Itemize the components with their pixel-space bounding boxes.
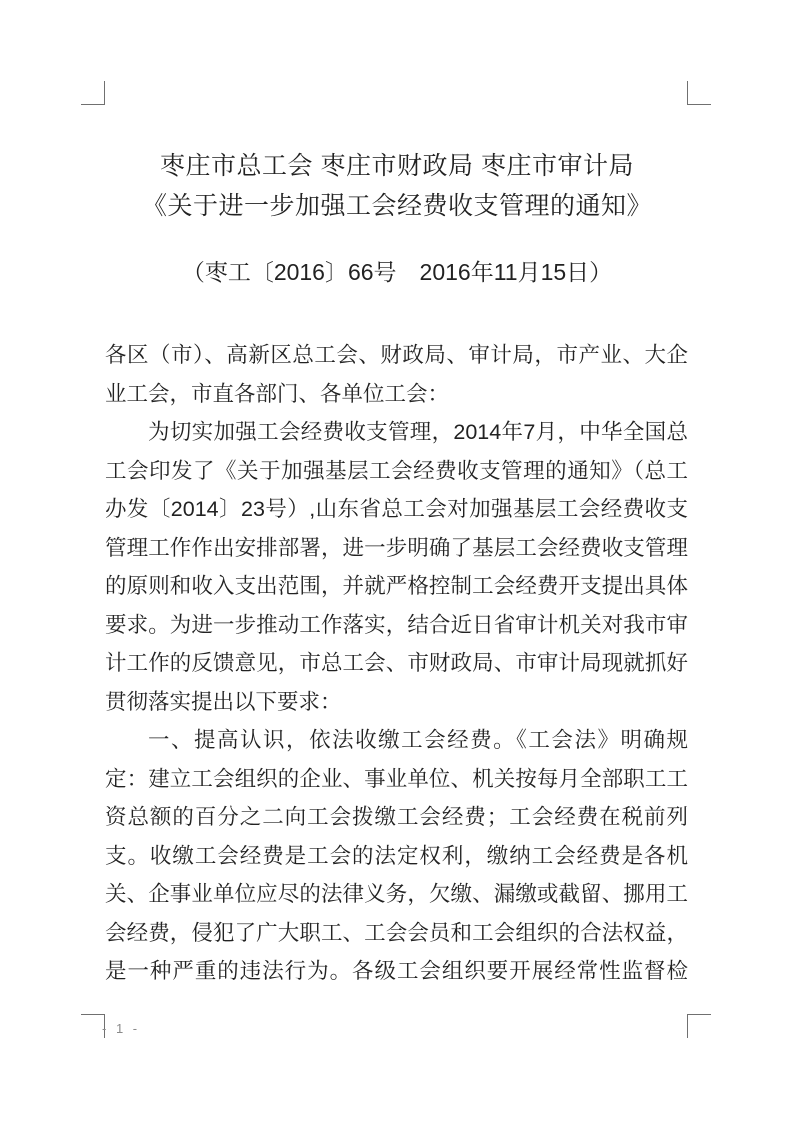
body-line: 贯彻落实提出以下要求： [105, 689, 342, 714]
body-line: 办发〔2014〕23号）,山东省总工会对加强基层工会经费收支 [105, 497, 688, 521]
crop-mark-top-left-icon [81, 81, 105, 105]
body-line: 会经费，侵犯了广大职工、工会会员和工会组织的合法权益， [105, 920, 688, 945]
page-number: - 1 - [102, 1021, 139, 1036]
body-line: 一、提高认识，依法收缴工会经费。《工会法》明确规 [148, 728, 688, 752]
issuing-agencies: 枣庄市总工会 枣庄市财政局 枣庄市审计局 [160, 152, 634, 180]
body-line: 各区（市）、高新区总工会、财政局、审计局，市产业、大企 [105, 343, 688, 367]
document-number-line: （枣工〔2016〕66号 2016年11月15日） [181, 259, 613, 285]
body-line: 业工会，市直各部门、各单位工会： [105, 381, 450, 406]
body-line: 资总额的百分之二向工会拨缴工会经费；工会经费在税前列 [105, 805, 688, 829]
body-line: 管理工作作出安排部署，进一步明确了基层工会经费收支管理 [105, 535, 688, 560]
body-line: 支。收缴工会经费是工会的法定权利，缴纳工会经费是各机 [105, 843, 688, 868]
document-header [0, 146, 794, 226]
body-text [105, 336, 688, 991]
crop-mark-bottom-right-icon [687, 1014, 711, 1038]
body-line: 工会印发了《关于加强基层工会经费收支管理的通知》（总工 [105, 458, 688, 483]
body-line: 为切实加强工会经费收支管理，2014年7月，中华全国总 [148, 420, 688, 444]
crop-mark-top-right-icon [687, 81, 711, 105]
body-line: 关、企事业单位应尽的法律义务，欠缴、漏缴或截留、挪用工 [105, 882, 688, 906]
body-line: 计工作的反馈意见，市总工会、市财政局、市审计局现就抓好 [105, 651, 688, 675]
document-title: 《关于进一步加强工会经费收支管理的通知》 [141, 192, 652, 220]
body-line: 定：建立工会组织的企业、事业单位、机关按每月全部职工工 [105, 766, 688, 791]
body-line: 要求。为进一步推动工作落实，结合近日省审计机关对我市审 [105, 612, 688, 637]
body-line: 的原则和收入支出范围，并就严格控制工会经费开支提出具体 [105, 574, 688, 598]
body-line: 是一种严重的违法行为。各级工会组织要开展经常性监督检 [105, 959, 688, 983]
